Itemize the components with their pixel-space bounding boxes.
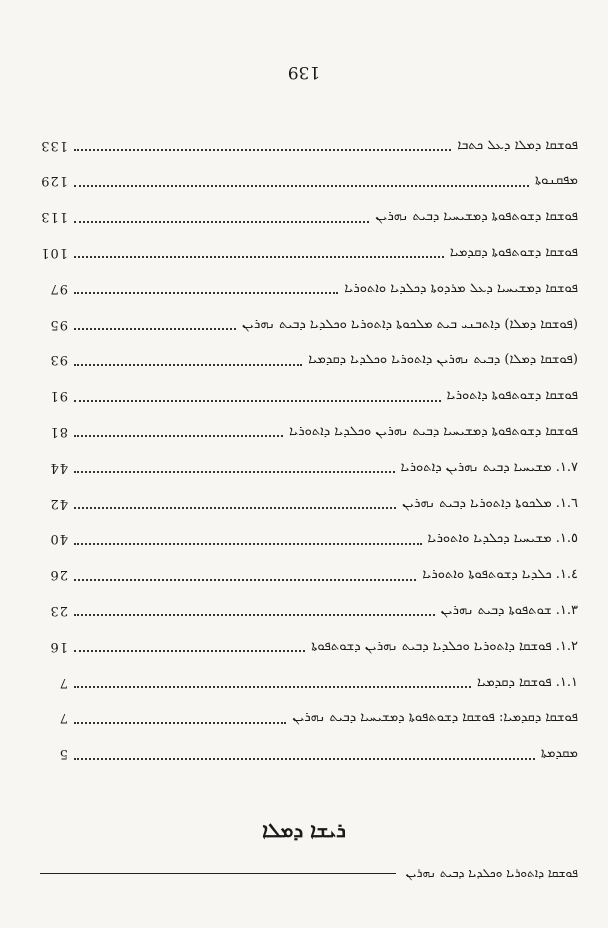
toc-page-number: 133 xyxy=(40,137,68,153)
toc-page-number: 101 xyxy=(40,244,68,260)
toc-entry xyxy=(30,595,578,625)
dot-leader xyxy=(74,434,283,437)
dot-leader xyxy=(74,613,435,616)
toc-entry xyxy=(30,560,578,590)
toc-title: ١.٧. ܡܫܝܚܝܐ ܕܒܝܬ ܢܗܪܝܢ ܕܐܬܘܪܝܐ xyxy=(400,459,578,475)
toc-entry xyxy=(30,524,578,554)
dot-leader xyxy=(74,184,529,187)
dot-leader xyxy=(74,578,416,581)
toc-page-number: 44 xyxy=(49,459,68,475)
dot-leader xyxy=(74,399,441,402)
toc-entry xyxy=(30,273,578,303)
dot-leader xyxy=(74,649,305,652)
toc-page-number: 5 xyxy=(58,746,68,762)
toc-entry xyxy=(30,202,578,232)
toc-title: ١.٦. ܡܠܟܘܬܐ ܕܐܬܘܪܝܐ ܕܒܝܬ ܢܗܪܝܢ xyxy=(402,495,578,511)
toc-entry xyxy=(30,237,578,267)
dot-leader xyxy=(74,685,471,688)
running-footer xyxy=(40,866,578,881)
toc-title: ١.١. ܦܘܫܩܐ ܕܩܕܡܝܐ xyxy=(477,674,578,690)
dot-leader xyxy=(74,506,396,509)
toc-entry xyxy=(30,381,578,411)
toc-title: ܦܘܫܩܐ ܕܫܘܬܦܘܬܐ ܕܐܬܘܪܝܐ xyxy=(446,388,578,404)
toc-entry xyxy=(30,452,578,482)
toc-entry xyxy=(30,166,578,196)
toc-page-number: 113 xyxy=(40,209,68,225)
dot-leader xyxy=(74,148,451,151)
toc-page-number: 23 xyxy=(49,602,68,618)
toc-page-number: 95 xyxy=(49,316,68,332)
page-number: 139 xyxy=(287,62,321,82)
toc-title: (ܦܘܫܩܐ ܕܡܠܐ) ܕܒܝܬ ܢܗܪܝܢ ܕܐܬܘܪܝܐ ܘܟܠܕܝܐ ܕܩܕܡܝܐ xyxy=(308,352,578,368)
toc-page-number: 7 xyxy=(58,710,68,726)
toc-title: ܦܘܫܩܐ ܕܫܘܬܦܘܬܐ ܕܩܕܡܝܐ xyxy=(449,244,578,260)
toc-entry xyxy=(30,631,578,661)
toc-page-number: 93 xyxy=(49,352,68,368)
toc-page-number: 81 xyxy=(49,423,68,439)
dot-leader xyxy=(74,470,395,473)
toc-title: ١.٣. ܫܘܬܦܘܬܐ ܕܒܝܬ ܢܗܪܝܢ xyxy=(440,602,578,618)
toc-title: ܦܘܫܩܐ ܕܩܕܡܝܐ: ܦܘܫܩܐ ܕܫܘܬܦܘܬܐ ܕܡܫܝܚܝܐ ܕܒܝܬ ܢܗܪܝܢ xyxy=(292,710,578,726)
toc-title: ܦܘܫܩܐ ܕܡܫܝܚܝܐ ܕܥܠ ܡܪܕܘܬܐ ܕܟܠܕܝܐ ܘܐܬܘܪܝܐ xyxy=(344,280,578,296)
toc-title: ܦܘܫܩܐ ܕܫܘܬܦܘܬܐ ܕܡܫܝܚܝܐ ܕܒܝܬ ܢܗܪܝܢ xyxy=(375,209,578,225)
toc-page-number: 40 xyxy=(49,531,68,547)
dot-leader xyxy=(74,291,338,294)
section-heading: ܪܝܫܐ ܕܡܠܐ xyxy=(262,818,346,842)
toc-title: ١.٤. ܟܠܕܝܐ ܕܫܘܬܦܘܬܐ ܘܐܬܘܪܝܐ xyxy=(422,567,578,583)
toc-entry xyxy=(30,739,578,769)
toc-title: ܡܩܕܡܬܐ xyxy=(540,746,578,762)
toc-page-number: 26 xyxy=(49,567,68,583)
toc-page-number: 7 xyxy=(58,674,68,690)
toc-entry xyxy=(30,488,578,518)
toc-page-number: 129 xyxy=(40,173,68,189)
dot-leader xyxy=(74,757,535,760)
toc-page-number: 91 xyxy=(49,388,68,404)
toc-title: (ܦܘܫܩܐ ܕܡܠܐ) ܕܐܬܒܢܝ ܒܝܬ ܡܠܟܘܬܐ ܕܐܬܘܪܝܐ ܘܟܠܕܝܐ ܕܒܝܬ ܢܗܪܝܢ xyxy=(241,316,578,332)
footer-text: ܦܘܫܩܐ ܕܐܬܘܪܝܐ ܘܟܠܕܝܐ ܕܒܝܬ ܢܗܪܝܢ xyxy=(405,866,578,880)
toc-entry xyxy=(30,416,578,446)
toc-entry xyxy=(30,345,578,375)
toc-page-number: 16 xyxy=(49,638,68,654)
toc-title: ܡܦܩܢܘܬܐ xyxy=(534,173,578,189)
dot-leader xyxy=(74,327,236,330)
toc-entry xyxy=(30,309,578,339)
toc-page-number: 97 xyxy=(49,280,68,296)
dot-leader xyxy=(74,255,444,258)
toc-title: ܦܘܫܩܐ ܕܡܠܐ ܕܥܠ ܟܬܒܐ xyxy=(457,137,578,153)
toc-entry xyxy=(30,667,578,697)
dot-leader xyxy=(74,721,286,724)
toc-entry xyxy=(30,703,578,733)
dot-leader xyxy=(74,542,422,545)
footer-rule xyxy=(40,873,396,874)
toc-title: ܦܘܫܩܐ ܕܫܘܬܦܘܬܐ ܕܡܫܝܚܝܐ ܕܒܝܬ ܢܗܪܝܢ ܘܟܠܕܝܐ ܕܐܬܘܪܝܐ xyxy=(289,423,578,439)
dot-leader xyxy=(74,220,369,223)
toc-page-number: 42 xyxy=(49,495,68,511)
toc-entry xyxy=(30,130,578,160)
dot-leader xyxy=(74,363,302,366)
toc-title: ١.٥. ܡܫܝܚܝܐ ܕܟܠܕܝܐ ܘܐܬܘܪܝܐ xyxy=(427,531,578,547)
toc-title: ١.٢. ܦܘܫܩܐ ܕܐܬܘܪܝܐ ܘܟܠܕܝܐ ܕܒܝܬ ܢܗܪܝܢ ܕܫܘܬܦܘܬܐ xyxy=(311,638,578,654)
